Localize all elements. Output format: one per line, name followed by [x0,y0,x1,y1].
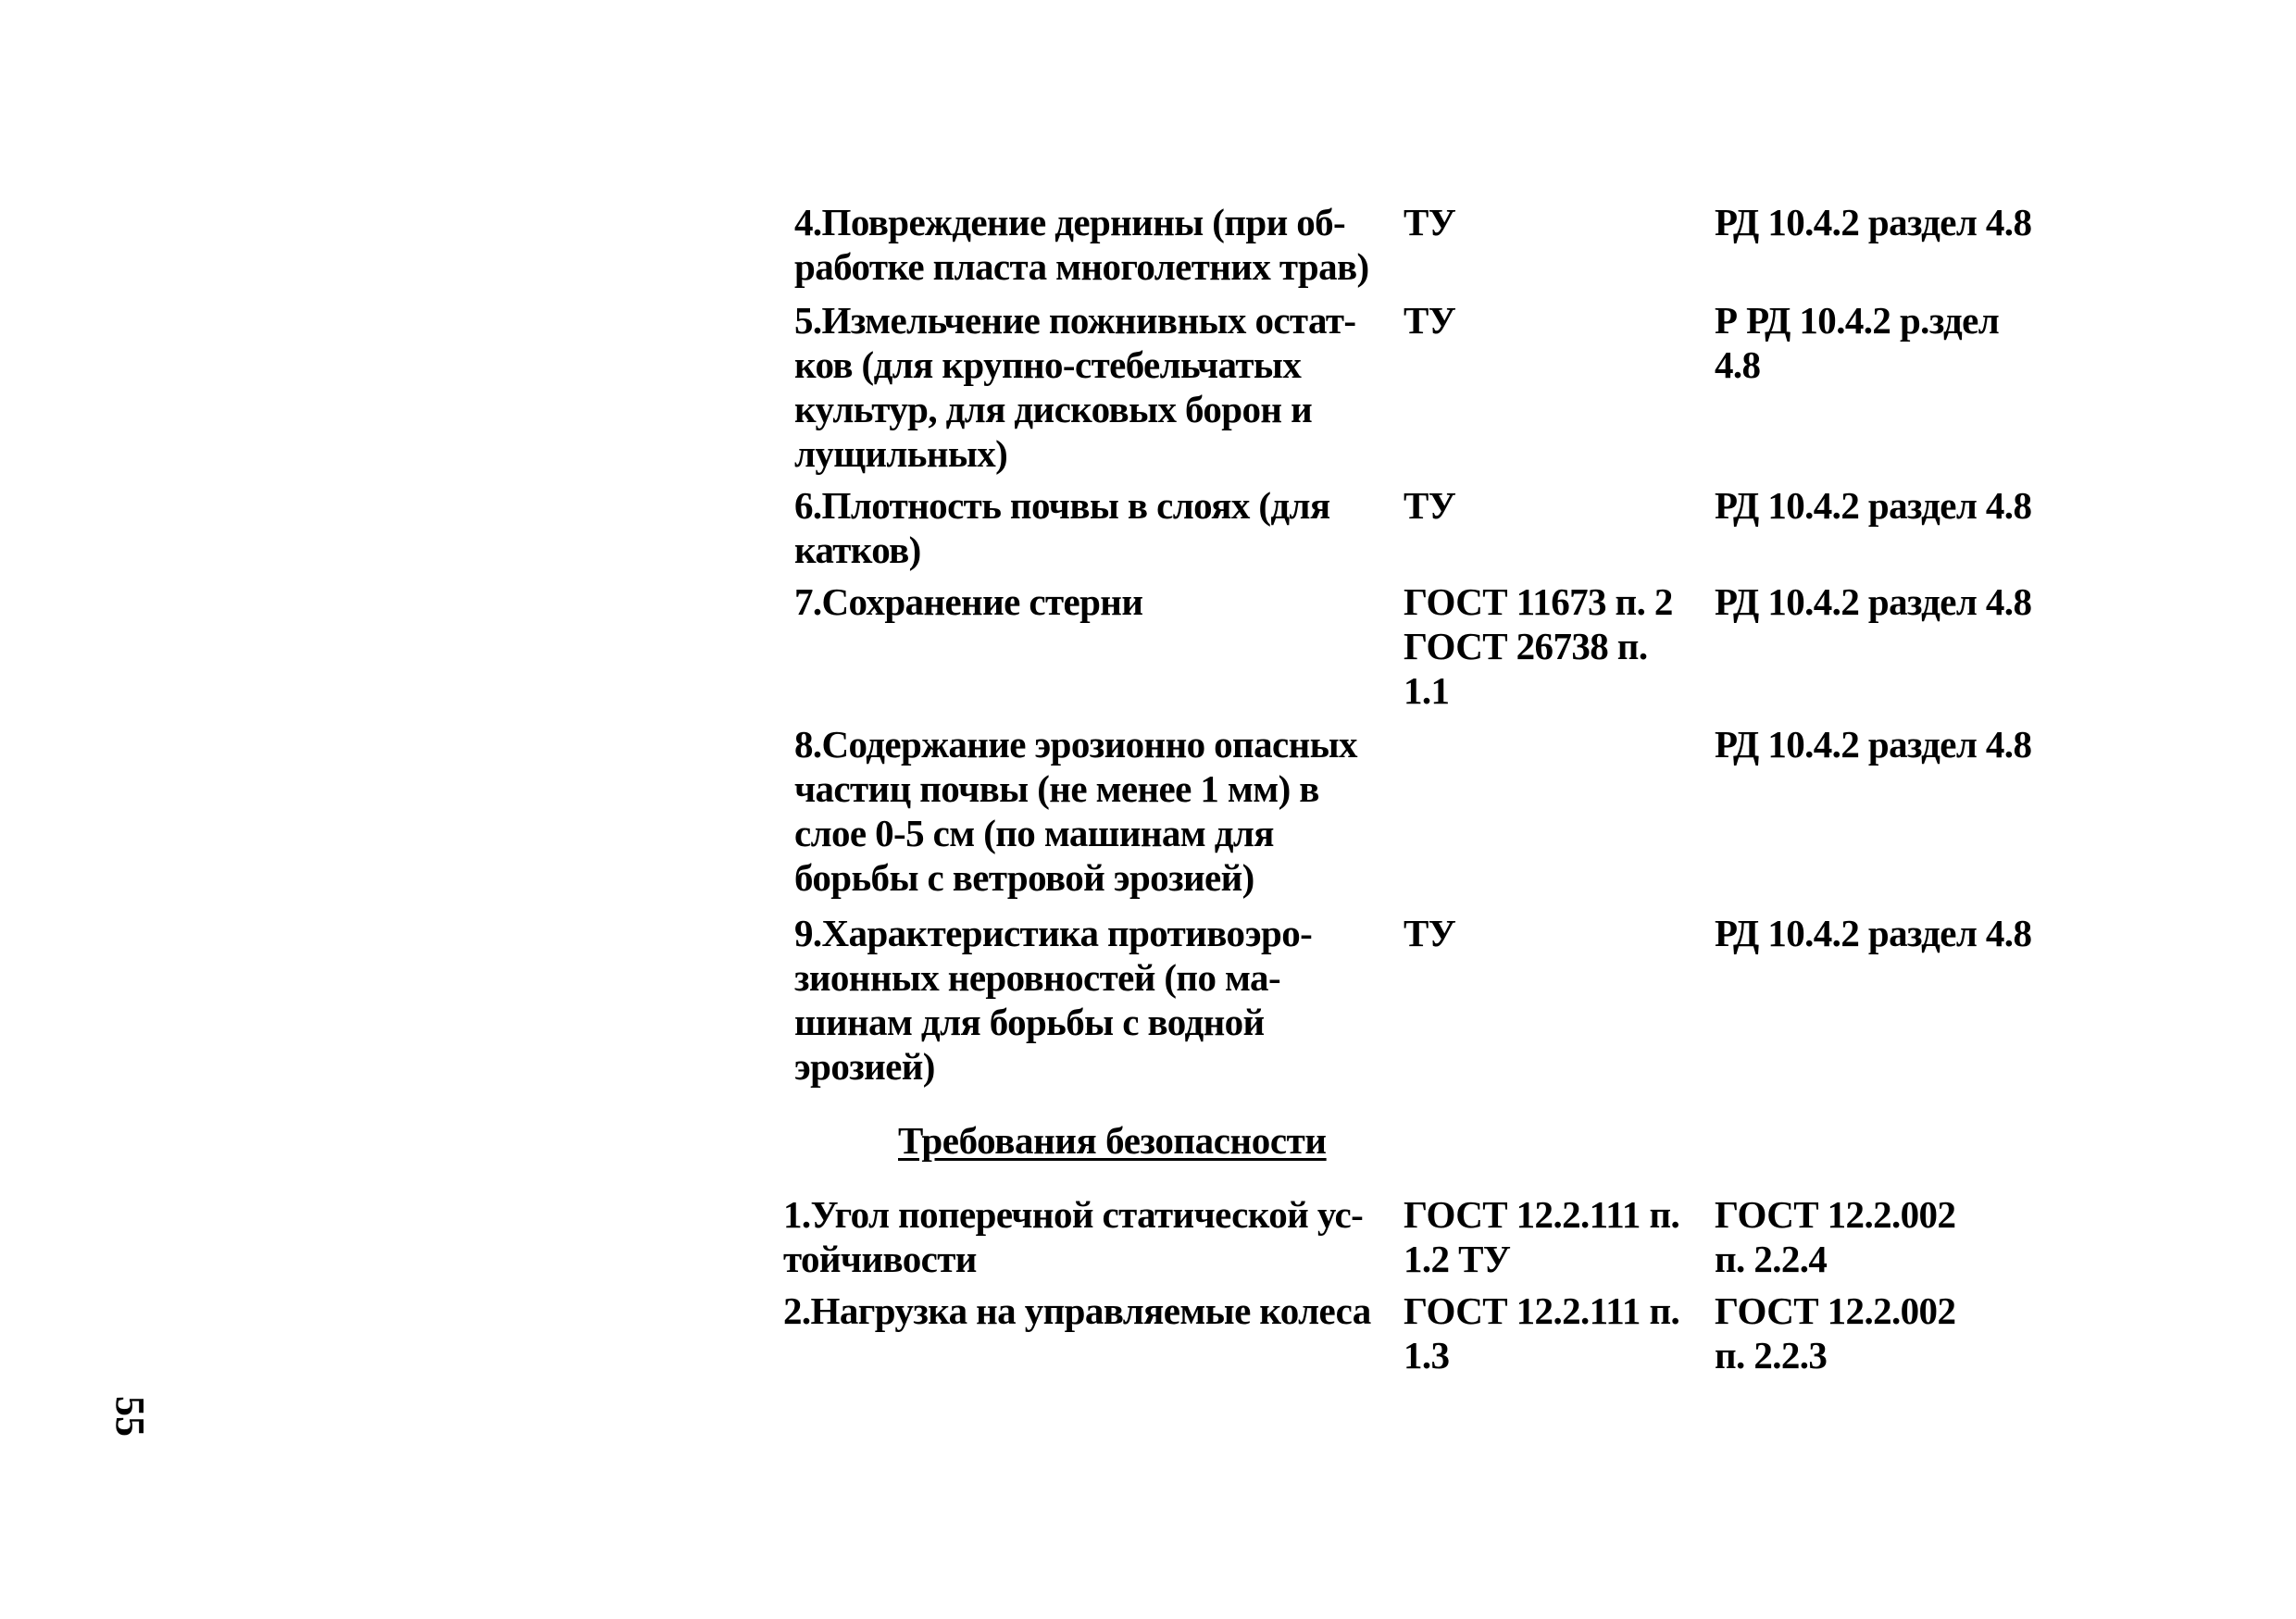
normative-doc-cell: ГОСТ 11673 п. 2 ГОСТ 26738 п. 1.1 [1404,580,1673,712]
normative-doc-cell: ТУ [1404,484,1456,527]
test-method-cell: РД 10.4.2 раздел 4.8 [1715,723,2032,766]
test-method-cell: РД 10.4.2 раздел 4.8 [1715,580,2032,623]
normative-doc-cell: ТУ [1404,912,1456,954]
requirement-cell: 4.Повреждение дернины (при об- работке пласта многолетних трав) [794,201,1369,288]
test-method-cell: РД 10.4.2 раздел 4.8 [1715,912,2032,954]
requirement-cell: 5.Измельчение пожнивных остат- ков (для крупно-стебельчатых культур, для дисковых борон и лущильных) [794,299,1356,475]
page-number: 55 [107,1396,153,1437]
requirement-cell: 6.Плотность почвы в слоях (для катков) [794,484,1330,571]
normative-doc-cell: ГОСТ 12.2.111 п. 1.3 [1404,1289,1680,1376]
requirement-cell: 8.Содержание эрозионно опасных частиц почвы (не менее 1 мм) в слое 0-5 см (по машинам для борьбы с ветровой эрозией) [794,723,1357,899]
test-method-cell: ГОСТ 12.2.002 п. 2.2.3 [1715,1289,1956,1376]
test-method-cell: Р РД 10.4.2 р.здел 4.8 [1715,299,2000,386]
requirement-cell: 9.Характеристика противоэро- зионных неровностей (по ма- шинам для борьбы с водной эрозией) [794,912,1313,1088]
test-method-cell: РД 10.4.2 раздел 4.8 [1715,201,2032,243]
test-method-cell: РД 10.4.2 раздел 4.8 [1715,484,2032,527]
requirement-cell: 7.Сохранение стерни [794,580,1143,623]
requirement-cell: 1.Угол поперечной статической ус- тойчивости [783,1193,1364,1280]
normative-doc-cell: ГОСТ 12.2.111 п. 1.2 ТУ [1404,1193,1680,1280]
normative-doc-cell: ТУ [1404,299,1456,342]
requirement-cell: 2.Нагрузка на управляемые колеса [783,1289,1371,1332]
section-heading: Требования безопасности [898,1119,1327,1162]
test-method-cell: ГОСТ 12.2.002 п. 2.2.4 [1715,1193,1956,1280]
normative-doc-cell: ТУ [1404,201,1456,243]
